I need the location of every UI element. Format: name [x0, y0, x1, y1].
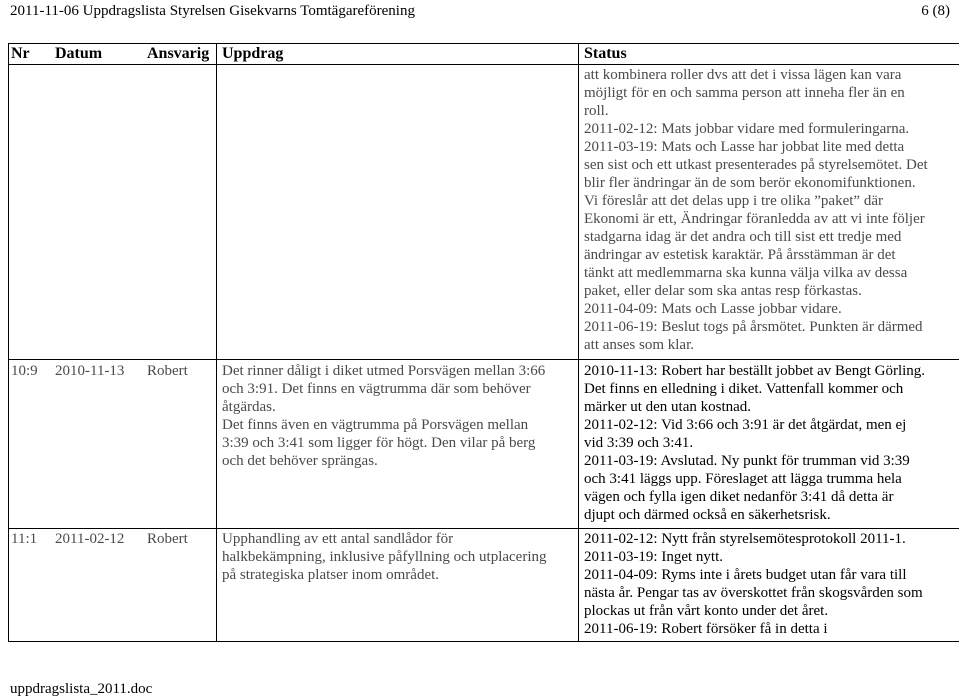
status-line: och 3:41 läggs upp. Föreslaget att lägga trumma hela — [584, 471, 902, 487]
column-header-nr: Nr — [11, 45, 30, 62]
row-date: 2011-02-12 — [55, 531, 125, 547]
task-line: åtgärdas. — [222, 399, 276, 415]
status-line: möjligt för en och samma person att inneha fler än en — [584, 85, 905, 101]
task-line: Det rinner dåligt i diket utmed Porsvägen mellan 3:66 — [222, 363, 546, 379]
task-line: Det finns även en vägtrumma på Porsvägen mellan — [222, 417, 529, 433]
status-line: Vi föreslår att det delas upp i tre olika ”paket” där — [584, 193, 883, 209]
row-status — [584, 362, 925, 524]
status-line: 2011-06-19: Robert försöker få in detta i — [584, 621, 828, 637]
status-line: att kombinera roller dvs att det i vissa lägen kan vara — [584, 67, 902, 83]
row-task — [222, 362, 545, 470]
row-divider-2 — [9, 528, 959, 529]
status-line: roll. — [584, 103, 609, 119]
row-responsible: Robert — [147, 531, 188, 547]
table-row — [584, 66, 928, 354]
status-line: 2011-04-09: Mats och Lasse jobbar vidare. — [584, 301, 842, 317]
assignment-table — [8, 43, 959, 642]
column-divider-task — [216, 44, 217, 641]
row-divider-1 — [9, 359, 959, 360]
status-line: vägen och fylla igen diket nedanför 3:41 då detta är — [584, 489, 894, 505]
task-line: och det behöver sprängas. — [222, 453, 378, 469]
document-title: 2011-11-06 Uppdragslista Styrelsen Gisekvarns Tomtägareförening — [10, 3, 415, 19]
status-line: Det finns en elledning i diket. Vattenfall kommer och — [584, 381, 904, 397]
row-nr: 10:9 — [11, 363, 38, 379]
status-line: 2010-11-13: Robert har beställt jobbet av Bengt Görling. — [584, 363, 926, 379]
column-header-responsible: Ansvarig — [147, 45, 210, 62]
status-line: 2011-02-12: Nytt från styrelsemötesprotokoll 2011-1. — [584, 531, 906, 547]
row-responsible: Robert — [147, 363, 188, 379]
column-header-status: Status — [584, 45, 627, 62]
task-line: Upphandling av ett antal sandlådor för — [222, 531, 454, 547]
status-line: vid 3:39 och 3:41. — [584, 435, 694, 451]
status-line: blir fler ändringar än de som berör ekonomifunktionen. — [584, 175, 916, 191]
status-line: 2011-04-09: Ryms inte i årets budget utan får vara till — [584, 567, 907, 583]
status-line: att anses som klar. — [584, 337, 694, 353]
status-line: 2011-03-19: Mats och Lasse har jobbat lite med detta — [584, 139, 905, 155]
header-row-divider — [9, 64, 959, 65]
status-line: paket, eller delar som ska antas resp förkastas. — [584, 283, 862, 299]
status-line: stadgarna idag är det andra och till sist ett tredje med — [584, 229, 902, 245]
row-task — [222, 530, 547, 584]
task-line: på strategiska platser inom området. — [222, 567, 440, 583]
page-number: 6 (8) — [921, 3, 950, 19]
task-line: och 3:91. Det finns en vägtrumma där som behöver — [222, 381, 531, 397]
status-line: tänkt att medlemmarna ska kunna välja vilka av dessa — [584, 265, 908, 281]
page-footer-filename: uppdragslista_2011.doc — [10, 681, 153, 697]
page-header — [10, 0, 950, 22]
row-nr: 11:1 — [11, 531, 38, 547]
row-status — [584, 530, 923, 638]
status-line: 2011-03-19: Avslutad. Ny punkt för trumman vid 3:39 — [584, 453, 910, 469]
column-header-date: Datum — [55, 45, 103, 62]
status-line: Ekonomi är ett, Ändringar föranledda av att vi inte följer — [584, 211, 925, 227]
status-line: 2011-02-12: Mats jobbar vidare med formuleringarna. — [584, 121, 910, 137]
status-line: ändringar av estetisk karaktär. På årsstämman är det — [584, 247, 896, 263]
task-line: 3:39 och 3:41 som ligger för högt. Den vilar på berg — [222, 435, 536, 451]
task-line: halkbekämpning, inklusive påfyllning och utplacering — [222, 549, 547, 565]
column-divider-status — [578, 44, 579, 641]
status-line: 2011-03-19: Inget nytt. — [584, 549, 724, 565]
status-line: nästa år. Pengar tas av överskottet från skogsvården som — [584, 585, 923, 601]
column-header-task: Uppdrag — [222, 45, 284, 62]
status-line: märker ut den utan kostnad. — [584, 399, 752, 415]
status-line: sen sist och ett utkast presenterades på styrelsemötet. Det — [584, 157, 928, 173]
status-line: plockas ut från vårt konto under det året. — [584, 603, 829, 619]
status-line: djupt och därmed också en säkerhetsrisk. — [584, 507, 831, 523]
row-date: 2010-11-13 — [55, 363, 125, 379]
status-line: 2011-02-12: Vid 3:66 och 3:91 är det åtgärdat, men ej — [584, 417, 907, 433]
status-line: 2011-06-19: Beslut togs på årsmötet. Punkten är därmed — [584, 319, 923, 335]
